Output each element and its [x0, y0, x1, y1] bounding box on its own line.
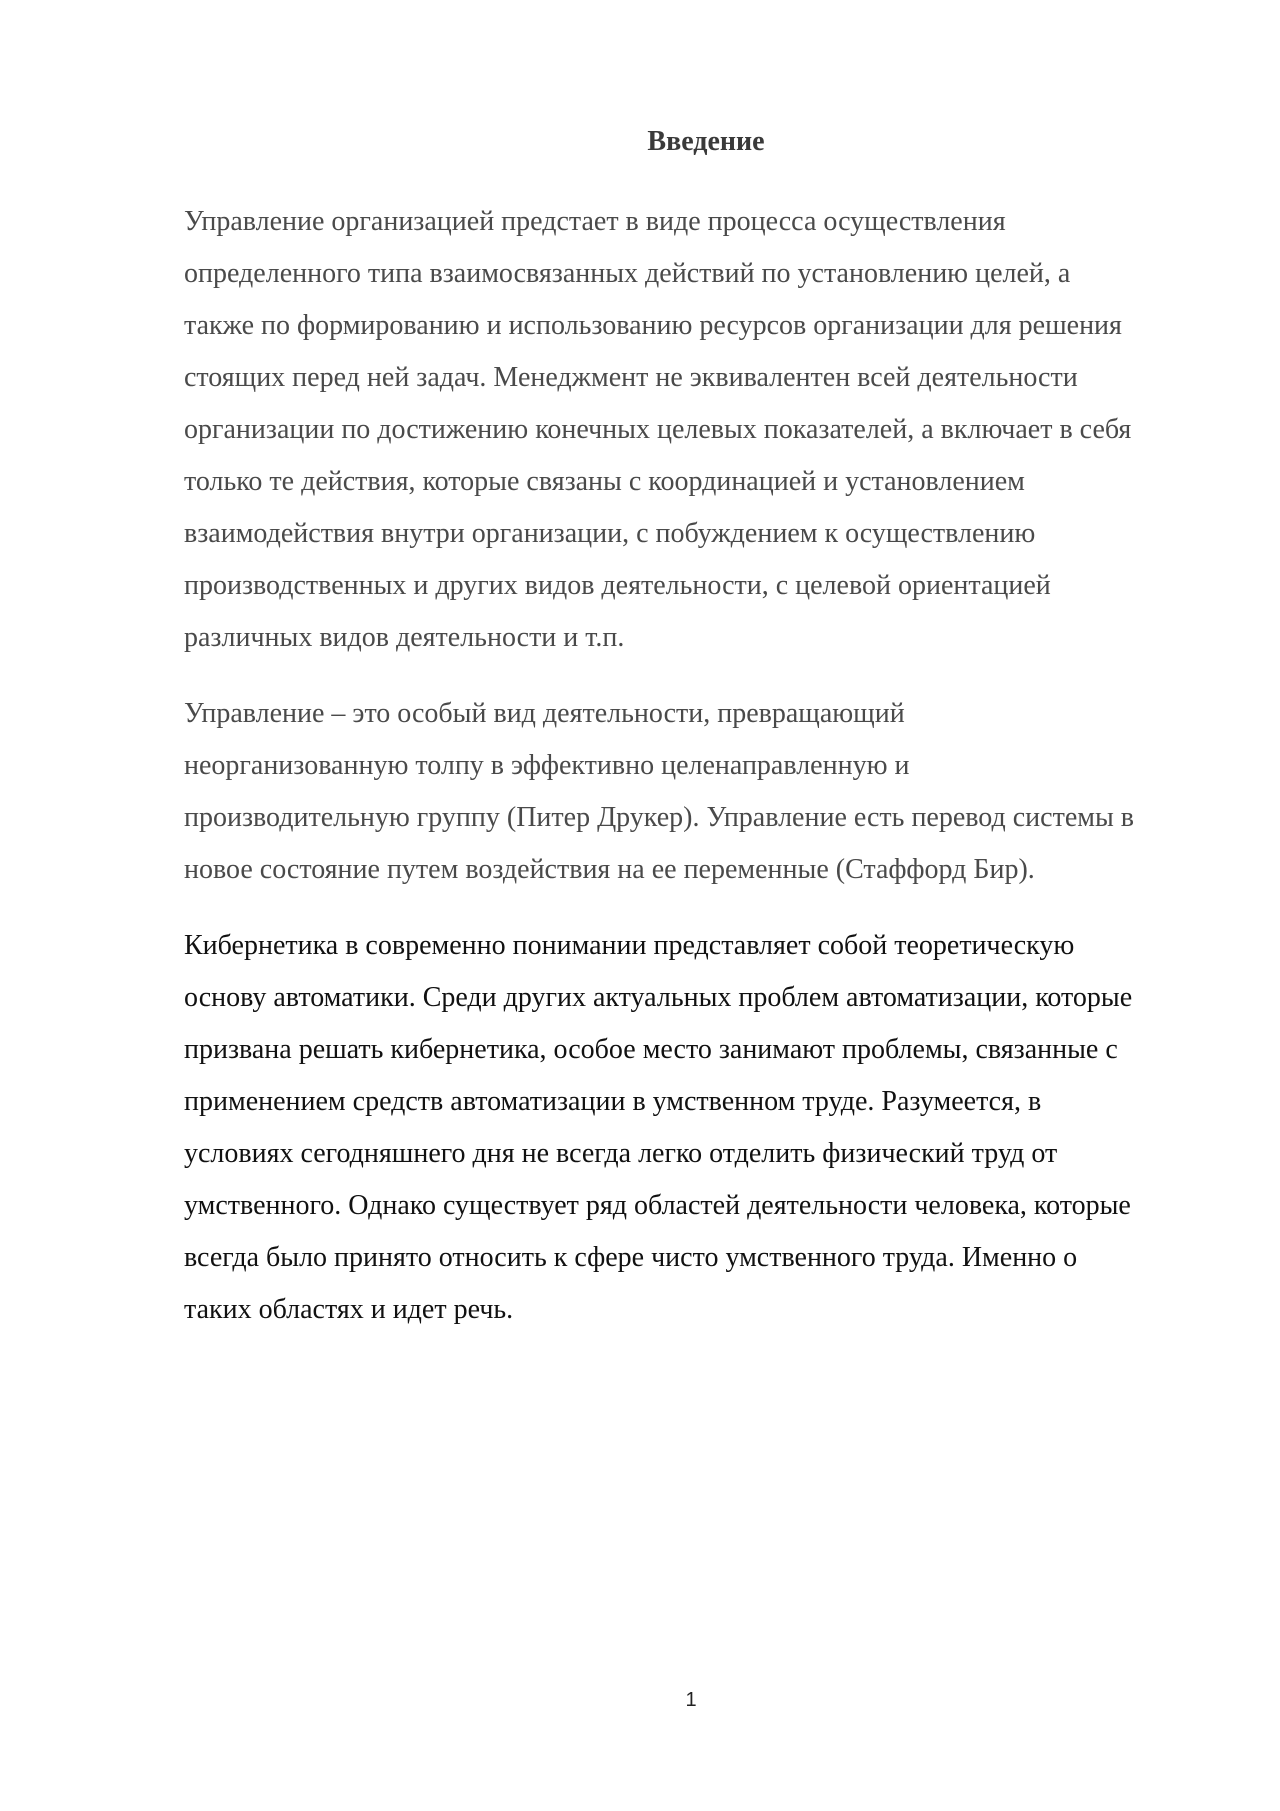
paragraph-management-definition: Управление организацией предстает в виде процесса осуществления определенного типа взаимосвязанных действий по установлению целей, а также по формированию и использованию ресурсов организации для решения стоящих перед ней задач. Менеджмент не эквивалентен всей деятельности организации по достижению конечных целевых показателей, а включает в себя только те действия, которые связаны с координацией и установлением взаимодействия внутри организации, с побуждением к осуществлению производственных и других видов деятельности, с целевой ориентацией различных видов деятельности и т.п.	[184, 206, 1132, 653]
page-number: 1	[685, 1689, 697, 1711]
document-body	[184, 196, 1134, 1360]
paragraph-cybernetics: Кибернетика в современно понимании представляет собой теоретическую основу автоматики. Среди других актуальных проблем автоматизации, которые призвана решать кибернетика, особое место занимают проблемы, связанные с применением средств автоматизации в умственном труде. Разумеется, в условиях сегодняшнего дня не всегда легко отделить физический труд от умственного. Однако существует ряд областей деятельности человека, которые всегда было принято относить к сфере чисто умственного труда. Именно о таких областях и идет речь.	[184, 930, 1133, 1325]
paragraph-management-quotes: Управление – это особый вид деятельности, превращающий неорганизованную толпу в эффективно целенаправленную и производительную группу (Питер Друкер). Управление есть перевод системы в новое состояние путем воздействия на ее переменные (Стаффорд Бир).	[184, 698, 1135, 885]
page-title: Введение	[647, 126, 765, 157]
